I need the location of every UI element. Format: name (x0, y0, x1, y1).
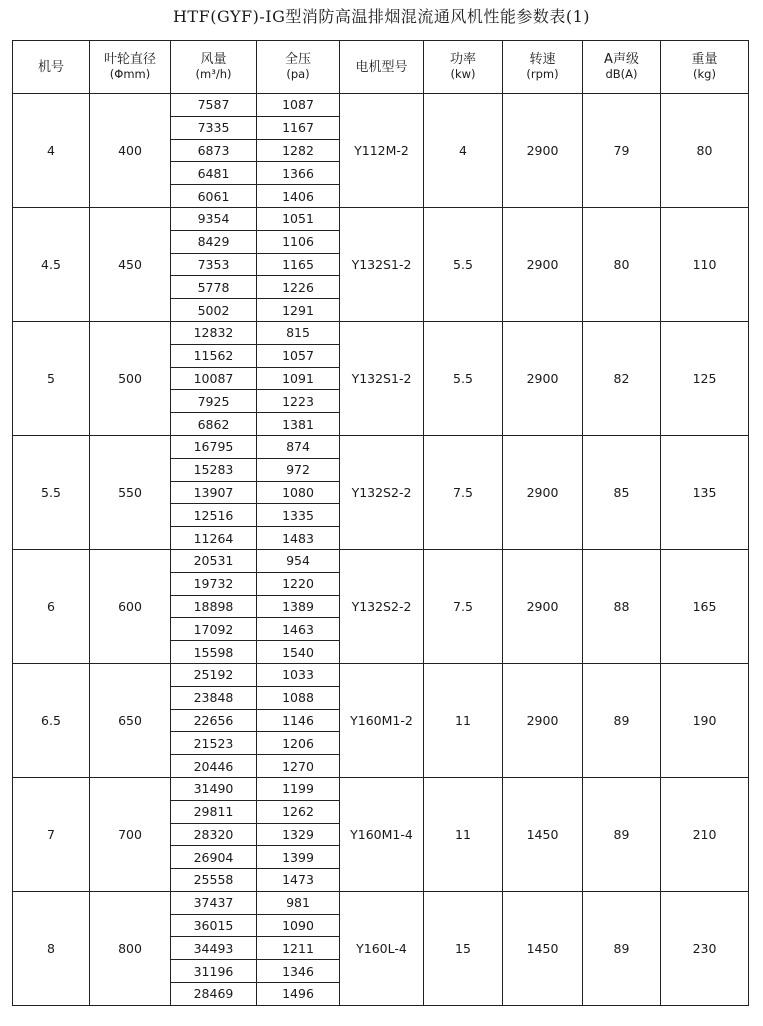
pressure-cell: 1080 (257, 481, 340, 504)
airflow-cell: 19732 (171, 572, 257, 595)
column-header (583, 41, 661, 94)
airflow-cell: 16795 (171, 435, 257, 458)
column-header (257, 41, 340, 94)
noise-level-cell: 89 (583, 891, 661, 1005)
weight-cell: 230 (661, 891, 749, 1005)
pressure-cell: 1389 (257, 595, 340, 618)
pressure-cell: 1226 (257, 276, 340, 299)
column-header-unit: (pa) (286, 67, 310, 81)
speed-cell: 2900 (503, 549, 583, 663)
noise-level-cell: 89 (583, 777, 661, 891)
speed-cell: 2900 (503, 321, 583, 435)
column-header-label: 机号 (37, 59, 64, 75)
weight-cell: 210 (661, 777, 749, 891)
pressure-cell: 1346 (257, 960, 340, 983)
weight-cell: 190 (661, 663, 749, 777)
airflow-cell: 22656 (171, 709, 257, 732)
airflow-cell: 29811 (171, 800, 257, 823)
pressure-cell: 1206 (257, 732, 340, 755)
airflow-cell: 25558 (171, 869, 257, 892)
impeller-diameter-cell: 700 (90, 777, 171, 891)
airflow-cell: 7587 (171, 94, 257, 117)
airflow-cell: 11264 (171, 527, 257, 550)
speed-cell: 2900 (503, 207, 583, 321)
noise-level-cell: 80 (583, 207, 661, 321)
airflow-cell: 5778 (171, 276, 257, 299)
model-number-cell: 4.5 (13, 207, 90, 321)
pressure-cell: 1496 (257, 983, 340, 1006)
pressure-cell: 1165 (257, 253, 340, 276)
airflow-cell: 20446 (171, 755, 257, 778)
model-number-cell: 6.5 (13, 663, 90, 777)
motor-model-cell: Y132S1-2 (340, 207, 424, 321)
weight-cell: 125 (661, 321, 749, 435)
motor-model-cell: Y160M1-4 (340, 777, 424, 891)
airflow-cell: 6061 (171, 185, 257, 208)
airflow-cell: 15598 (171, 641, 257, 664)
speed-cell: 1450 (503, 777, 583, 891)
power-cell: 15 (424, 891, 503, 1005)
power-cell: 7.5 (424, 549, 503, 663)
column-header-unit: (kg) (693, 67, 716, 81)
airflow-cell: 9354 (171, 207, 257, 230)
power-cell: 4 (424, 94, 503, 208)
airflow-cell: 7335 (171, 116, 257, 139)
column-header-label: 转速 (529, 52, 556, 67)
airflow-cell: 25192 (171, 663, 257, 686)
power-cell: 11 (424, 663, 503, 777)
column-header (661, 41, 749, 94)
weight-cell: 110 (661, 207, 749, 321)
column-header (90, 41, 171, 94)
noise-level-cell: 89 (583, 663, 661, 777)
column-header-unit: (rpm) (526, 67, 559, 81)
column-header (424, 41, 503, 94)
model-number-cell: 5 (13, 321, 90, 435)
motor-model-cell: Y132S2-2 (340, 435, 424, 549)
pressure-cell: 981 (257, 891, 340, 914)
model-number-cell: 7 (13, 777, 90, 891)
pressure-cell: 1270 (257, 755, 340, 778)
pressure-cell: 1463 (257, 618, 340, 641)
speed-cell: 2900 (503, 435, 583, 549)
pressure-cell: 1291 (257, 299, 340, 322)
table-body (13, 94, 749, 1006)
motor-model-cell: Y160M1-2 (340, 663, 424, 777)
airflow-cell: 21523 (171, 732, 257, 755)
table-row (13, 321, 749, 344)
pressure-cell: 1473 (257, 869, 340, 892)
power-cell: 5.5 (424, 321, 503, 435)
airflow-cell: 15283 (171, 458, 257, 481)
pressure-cell: 1091 (257, 367, 340, 390)
airflow-cell: 11562 (171, 344, 257, 367)
pressure-cell: 972 (257, 458, 340, 481)
impeller-diameter-cell: 650 (90, 663, 171, 777)
column-header (340, 41, 424, 94)
pressure-cell: 1167 (257, 116, 340, 139)
pressure-cell: 1146 (257, 709, 340, 732)
power-cell: 7.5 (424, 435, 503, 549)
pressure-cell: 1051 (257, 207, 340, 230)
impeller-diameter-cell: 450 (90, 207, 171, 321)
noise-level-cell: 79 (583, 94, 661, 208)
pressure-cell: 1220 (257, 572, 340, 595)
table-row (13, 207, 749, 230)
motor-model-cell: Y112M-2 (340, 94, 424, 208)
airflow-cell: 28320 (171, 823, 257, 846)
table-row (13, 435, 749, 458)
airflow-cell: 6862 (171, 413, 257, 436)
column-header-unit: (kw) (450, 67, 476, 81)
column-header-unit: dB(A) (605, 67, 638, 81)
power-cell: 11 (424, 777, 503, 891)
pressure-cell: 1399 (257, 846, 340, 869)
noise-level-cell: 82 (583, 321, 661, 435)
airflow-cell: 18898 (171, 595, 257, 618)
table-row (13, 663, 749, 686)
weight-cell: 80 (661, 94, 749, 208)
impeller-diameter-cell: 600 (90, 549, 171, 663)
pressure-cell: 1223 (257, 390, 340, 413)
airflow-cell: 7353 (171, 253, 257, 276)
table-row (13, 777, 749, 800)
pressure-cell: 1335 (257, 504, 340, 527)
airflow-cell: 6481 (171, 162, 257, 185)
column-header-label: A声级 (604, 52, 639, 67)
airflow-cell: 13907 (171, 481, 257, 504)
weight-cell: 135 (661, 435, 749, 549)
pressure-cell: 1262 (257, 800, 340, 823)
pressure-cell: 1088 (257, 686, 340, 709)
pressure-cell: 1087 (257, 94, 340, 117)
pressure-cell: 1199 (257, 777, 340, 800)
speed-cell: 2900 (503, 663, 583, 777)
motor-model-cell: Y160L-4 (340, 891, 424, 1005)
column-header (171, 41, 257, 94)
pressure-cell: 1106 (257, 230, 340, 253)
pressure-cell: 1483 (257, 527, 340, 550)
speed-cell: 1450 (503, 891, 583, 1005)
impeller-diameter-cell: 500 (90, 321, 171, 435)
pressure-cell: 1540 (257, 641, 340, 664)
airflow-cell: 8429 (171, 230, 257, 253)
model-number-cell: 5.5 (13, 435, 90, 549)
airflow-cell: 12516 (171, 504, 257, 527)
table-row (13, 94, 749, 117)
pressure-cell: 1033 (257, 663, 340, 686)
weight-cell: 165 (661, 549, 749, 663)
table-row (13, 891, 749, 914)
column-header-unit: (m³/h) (195, 67, 232, 81)
column-header (13, 41, 90, 94)
airflow-cell: 37437 (171, 891, 257, 914)
pressure-cell: 874 (257, 435, 340, 458)
impeller-diameter-cell: 800 (90, 891, 171, 1005)
column-header-label: 电机型号 (355, 59, 408, 75)
column-header-label: 全压 (284, 52, 311, 67)
column-header-label: 功率 (449, 52, 476, 67)
pressure-cell: 1381 (257, 413, 340, 436)
impeller-diameter-cell: 400 (90, 94, 171, 208)
pressure-cell: 1406 (257, 185, 340, 208)
airflow-cell: 12832 (171, 321, 257, 344)
pressure-cell: 1329 (257, 823, 340, 846)
header-row (13, 41, 749, 94)
airflow-cell: 7925 (171, 390, 257, 413)
airflow-cell: 31490 (171, 777, 257, 800)
airflow-cell: 34493 (171, 937, 257, 960)
noise-level-cell: 88 (583, 549, 661, 663)
table-row (13, 549, 749, 572)
motor-model-cell: Y132S2-2 (340, 549, 424, 663)
column-header (503, 41, 583, 94)
pressure-cell: 1366 (257, 162, 340, 185)
airflow-cell: 6873 (171, 139, 257, 162)
motor-model-cell: Y132S1-2 (340, 321, 424, 435)
airflow-cell: 5002 (171, 299, 257, 322)
airflow-cell: 20531 (171, 549, 257, 572)
column-header-unit: (Φmm) (109, 67, 151, 81)
column-header-label: 重量 (691, 52, 718, 67)
impeller-diameter-cell: 550 (90, 435, 171, 549)
airflow-cell: 31196 (171, 960, 257, 983)
pressure-cell: 1282 (257, 139, 340, 162)
pressure-cell: 1211 (257, 937, 340, 960)
pressure-cell: 1090 (257, 914, 340, 937)
model-number-cell: 6 (13, 549, 90, 663)
noise-level-cell: 85 (583, 435, 661, 549)
model-number-cell: 8 (13, 891, 90, 1005)
pressure-cell: 815 (257, 321, 340, 344)
airflow-cell: 23848 (171, 686, 257, 709)
pressure-cell: 954 (257, 549, 340, 572)
speed-cell: 2900 (503, 94, 583, 208)
column-header-label: 叶轮直径 (103, 52, 156, 67)
airflow-cell: 36015 (171, 914, 257, 937)
column-header-label: 风量 (200, 52, 227, 67)
airflow-cell: 17092 (171, 618, 257, 641)
airflow-cell: 28469 (171, 983, 257, 1006)
airflow-cell: 10087 (171, 367, 257, 390)
power-cell: 5.5 (424, 207, 503, 321)
pressure-cell: 1057 (257, 344, 340, 367)
airflow-cell: 26904 (171, 846, 257, 869)
model-number-cell: 4 (13, 94, 90, 208)
page-title: HTF(GYF)-IG型消防高温排烟混流通风机性能参数表(1) (172, 7, 591, 26)
performance-table (12, 40, 749, 1006)
